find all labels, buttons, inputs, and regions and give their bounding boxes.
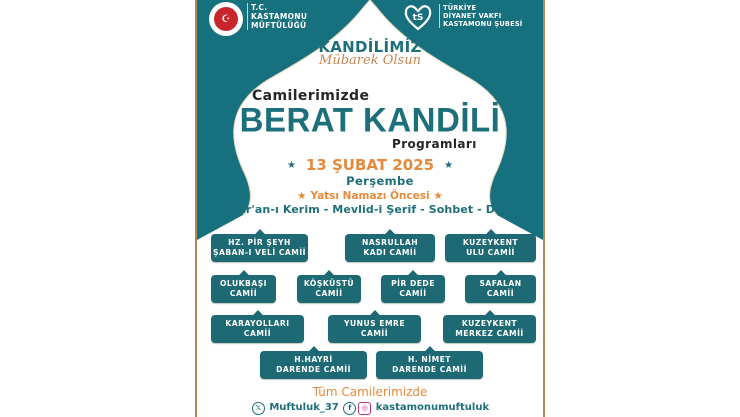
mosque-name: DARENDE CAMİİ — [392, 365, 467, 374]
mosque-name: DARENDE CAMİİ — [276, 365, 351, 374]
org-line: KASTAMONU — [251, 12, 308, 21]
x-twitter-icon: 𝕏 — [252, 402, 265, 415]
org-line: KASTAMONU ŞUBESİ — [443, 20, 523, 28]
mosque-card — [297, 275, 361, 303]
star-icon: ★ — [297, 190, 307, 202]
greeting-title: KANDİLİMİZ — [318, 38, 422, 56]
mosque-name: HZ. PİR ŞEYH — [228, 238, 291, 247]
mosque-card — [443, 315, 536, 343]
diyanet-seal-icon — [209, 2, 243, 36]
star-icon: ★ — [433, 190, 443, 202]
tdv-heart-logo-icon — [403, 2, 433, 32]
headline-post: Programları — [392, 137, 477, 151]
mosque-dome-icon — [492, 268, 510, 277]
mosque-dome-icon — [421, 344, 439, 353]
mosque-name: KUZEYKENT — [462, 238, 519, 247]
mosque-dome-icon — [381, 227, 399, 236]
mosque-name: ŞABAN-I VELİ CAMİİ — [212, 248, 307, 257]
org-line: MÜFTÜLÜĞÜ — [251, 21, 307, 30]
star-icon: ★ — [444, 160, 454, 171]
headline-main: BERAT KANDİLİ — [239, 100, 501, 139]
mosque-card — [211, 234, 308, 262]
mosque-dome-icon — [320, 268, 338, 277]
mosque-name: OLUKBAŞI — [219, 279, 268, 288]
org-line: T.C. — [251, 3, 268, 12]
social-handles — [197, 402, 543, 415]
mosque-name: SAFALAN — [479, 279, 522, 288]
mosque-name: MERKEZ CAMİİ — [455, 329, 524, 338]
org-line: DİYANET VAKFI — [443, 12, 502, 20]
mosque-name: CAMİİ — [486, 289, 515, 298]
event-day: Perşembe — [346, 174, 414, 188]
mosque-name: KUZEYKENT — [461, 319, 518, 328]
instagram-handle: kastamonumuftuluk — [375, 402, 490, 413]
mosque-card — [381, 275, 445, 303]
mosque-name: CAMİİ — [399, 289, 427, 298]
org-line: TÜRKİYE — [443, 4, 477, 12]
mosque-name: CAMİİ — [243, 329, 272, 338]
mosque-name: KARAYOLLARI — [225, 319, 290, 328]
mosque-name: PİR DEDE — [391, 279, 435, 288]
mosque-dome-icon — [481, 308, 499, 317]
all-mosques-note: Tüm Camilerimizde — [312, 385, 428, 399]
headline-pre: Camilerimizde — [252, 88, 370, 104]
x-handle: Muftuluk_37 — [269, 402, 339, 413]
event-date: 13 ŞUBAT 2025 — [305, 156, 435, 174]
mosque-dome-icon — [251, 227, 269, 236]
mosque-name: CAMİİ — [315, 289, 343, 298]
mosque-name: CAMİİ — [360, 329, 389, 338]
mosque-dome-icon — [366, 308, 384, 317]
mosque-dome-icon — [404, 268, 422, 277]
star-icon: ★ — [286, 160, 296, 171]
event-time: Yatsı Namazı Öncesi — [310, 190, 430, 202]
mosque-name: CAMİİ — [229, 289, 258, 298]
mosque-name: H.HAYRİ — [294, 355, 333, 364]
mosque-card — [465, 275, 536, 303]
mosque-card — [211, 275, 276, 303]
mosque-dome-icon — [305, 344, 323, 353]
greeting-subtitle: Mübarek Olsun — [319, 53, 421, 68]
mosque-name: YUNUS EMRE — [343, 319, 406, 328]
kastamonu-muftulugu-name — [247, 3, 307, 30]
mosque-name: H. NİMET — [408, 355, 451, 364]
mosque-dome-icon — [482, 227, 500, 236]
svg-text:tS: tS — [412, 13, 424, 23]
mosque-card — [445, 234, 536, 262]
turkiye-diyanet-vakfi-name — [439, 4, 522, 28]
mosque-name: NASRULLAH — [361, 238, 419, 247]
event-time-row — [197, 190, 543, 202]
mosque-card — [328, 315, 421, 343]
mosque-name: ULU CAMİİ — [466, 248, 515, 257]
instagram-icon: ◎ — [358, 402, 371, 415]
mosque-dome-icon — [249, 308, 267, 317]
mosque-card — [211, 315, 304, 343]
mosque-card — [345, 234, 435, 262]
seal-emblem-icon: ☪ — [214, 7, 238, 31]
facebook-icon: f — [343, 402, 356, 415]
mosque-name: KÖŞKÜSTÜ — [303, 279, 355, 288]
event-date-row — [197, 156, 543, 174]
event-activities: Kur'an-ı Kerim - Mevlid-i Şerif - Sohbet - Dua — [229, 203, 511, 216]
mosque-dome-icon — [235, 268, 253, 277]
berat-kandili-poster — [195, 0, 545, 417]
mosque-name: KADI CAMİİ — [363, 248, 417, 257]
mosque-card — [260, 351, 367, 379]
mosque-card — [376, 351, 483, 379]
